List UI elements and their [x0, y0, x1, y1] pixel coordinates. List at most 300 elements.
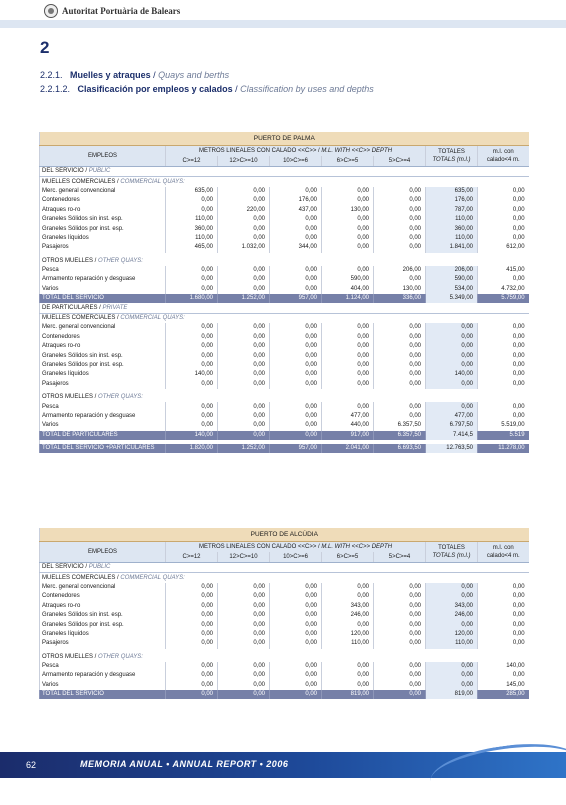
table-cell: 0,00: [166, 602, 218, 611]
table-cell: 0,00: [270, 370, 322, 379]
total-cell: 11.278,00: [478, 444, 529, 453]
subsection-number: 2.2.1.2.: [40, 84, 71, 94]
col-header-metros-en: M.L. WITH <<C>> DEPTH: [321, 148, 393, 154]
table-cell: 0,00: [218, 196, 270, 205]
group-commercial-alcudia: [40, 573, 529, 583]
table-cell: 0,00: [218, 602, 270, 611]
table-cell: 0,00: [426, 323, 478, 332]
total-cell: 5.519: [478, 431, 529, 440]
table-cell: 0,00: [478, 630, 529, 639]
row-label: Graneles Sólidos por inst. esp.: [40, 224, 166, 233]
table-row: [40, 323, 529, 332]
table-cell: 0,00: [218, 681, 270, 690]
total-cell: 7.414,5: [426, 431, 478, 440]
subsection-title-en: Classification by uses and depths: [240, 84, 374, 94]
table-cell: 0,00: [166, 611, 218, 620]
table-cell: 140,00: [478, 662, 529, 671]
table-cell: 0,00: [322, 243, 374, 252]
table-cell: 0,00: [374, 243, 426, 252]
table-cell: 0,00: [322, 224, 374, 233]
table-cell: 0,00: [426, 333, 478, 342]
total-cell: 1.820,00: [166, 444, 218, 453]
table-cell: 140,00: [166, 370, 218, 379]
table-cell: 0,00: [426, 681, 478, 690]
total-cell: 0,00: [374, 690, 426, 699]
total-cell: 6.693,50: [374, 444, 426, 453]
group-commercial-alcudia-es: MUELLES COMERCIALES /: [42, 574, 119, 581]
table-cell: 360,00: [166, 224, 218, 233]
table-row: [40, 380, 529, 389]
table-cell: 0,00: [270, 266, 322, 275]
table-cell: 0,00: [270, 592, 322, 601]
table-cell: 0,00: [374, 206, 426, 215]
group-other-es: OTROS MUELLES /: [42, 257, 97, 264]
table-cell: 0,00: [478, 620, 529, 629]
row-label: Merc. general convencional: [40, 323, 166, 332]
total-cell: 957,00: [270, 294, 322, 303]
table-cell: 0,00: [270, 215, 322, 224]
col-header-totales: [426, 542, 478, 563]
table-cell: 0,00: [478, 323, 529, 332]
table-cell: 0,00: [478, 611, 529, 620]
table-cell: 0,00: [218, 639, 270, 648]
subsection-separator: /: [235, 84, 238, 94]
table-cell: 0,00: [270, 662, 322, 671]
table-cell: 206,00: [426, 266, 478, 275]
table-cell: 0,00: [478, 206, 529, 215]
table-row: [40, 671, 529, 680]
total-cell: 1.252,00: [218, 294, 270, 303]
subsection-title: Clasificación por empleos y calados: [77, 84, 233, 94]
col-header-ml: [478, 542, 529, 563]
table-cell: 0,00: [322, 323, 374, 332]
table-cell: 0,00: [270, 187, 322, 196]
group-commercial-alcudia-en: COMMERCIAL QUAYS:: [120, 574, 185, 581]
table-cell: 0,00: [166, 361, 218, 370]
row-label: Pasajeros: [40, 380, 166, 389]
table-cell: 590,00: [426, 275, 478, 284]
table-cell: 0,00: [374, 681, 426, 690]
table-row: [40, 421, 529, 430]
table-cell: 0,00: [218, 351, 270, 360]
table-cell: 0,00: [166, 630, 218, 639]
table-cell: 0,00: [166, 412, 218, 421]
table-cell: 0,00: [322, 402, 374, 411]
table-cell: 176,00: [270, 196, 322, 205]
col-header-totales-en: TOTALS (m.l.): [432, 553, 471, 559]
table-cell: 0,00: [478, 342, 529, 351]
total-cell: 1.252,00: [218, 444, 270, 453]
table-cell: 0,00: [218, 412, 270, 421]
table-row: [40, 234, 529, 243]
table-cell: 0,00: [166, 639, 218, 648]
table-row: [40, 215, 529, 224]
table-cell: 0,00: [270, 323, 322, 332]
total-row: [40, 431, 529, 440]
row-label: Contenedores: [40, 196, 166, 205]
table-cell: 0,00: [374, 361, 426, 370]
row-label: Graneles líquidos: [40, 234, 166, 243]
table-cell: 0,00: [478, 402, 529, 411]
total-cell: 336,00: [374, 294, 426, 303]
group-commercial-es: MUELLES COMERCIALES /: [42, 178, 119, 185]
table-cell: 0,00: [166, 196, 218, 205]
table-cell: 130,00: [322, 206, 374, 215]
row-label: Graneles Sólidos por inst. esp.: [40, 361, 166, 370]
row-label: Graneles líquidos: [40, 630, 166, 639]
total-cell: 5.759,00: [478, 294, 529, 303]
table-cell: 0,00: [218, 380, 270, 389]
table-cell: 0,00: [426, 361, 478, 370]
table-cell: 0,00: [478, 196, 529, 205]
table-cell: 0,00: [478, 187, 529, 196]
total-cell: 2.041,00: [322, 444, 374, 453]
col-header-ml-line2: calado<4 m.: [486, 157, 520, 163]
row-label: Merc. general convencional: [40, 187, 166, 196]
alcudia-table: [39, 528, 529, 699]
table-row: [40, 361, 529, 370]
table-cell: 0,00: [270, 402, 322, 411]
table-cell: 612,00: [478, 243, 529, 252]
row-label: Graneles Sólidos sin inst. esp.: [40, 215, 166, 224]
section-public-en: PUBLIC: [88, 168, 111, 175]
table-row: [40, 187, 529, 196]
table-row: [40, 342, 529, 351]
col-header-ml: [478, 146, 529, 167]
table-cell: 0,00: [478, 333, 529, 342]
table-cell: 787,00: [426, 206, 478, 215]
table-cell: 246,00: [322, 611, 374, 620]
table-cell: 0,00: [426, 583, 478, 592]
col-header-c1: C>=12: [166, 552, 218, 563]
row-label: Varios: [40, 421, 166, 430]
row-label: Contenedores: [40, 592, 166, 601]
table-cell: 0,00: [270, 602, 322, 611]
total-cell: 6.357,50: [374, 431, 426, 440]
table-cell: 145,00: [478, 681, 529, 690]
table-cell: 0,00: [322, 370, 374, 379]
table-row: [40, 583, 529, 592]
table-cell: 0,00: [374, 583, 426, 592]
table-cell: 0,00: [218, 421, 270, 430]
table-cell: 0,00: [218, 671, 270, 680]
table-cell: 0,00: [322, 620, 374, 629]
col-header-c3: 10>C>=6: [270, 552, 322, 563]
table-cell: 1.841,00: [426, 243, 478, 252]
table-cell: 0,00: [426, 592, 478, 601]
table-cell: 0,00: [478, 602, 529, 611]
row-label: Pasajeros: [40, 639, 166, 648]
group-other-alcudia: [40, 653, 529, 662]
table-cell: 0,00: [270, 333, 322, 342]
table-cell: 0,00: [322, 234, 374, 243]
total-cell: 819,00: [322, 690, 374, 699]
total-cell: 957,00: [270, 444, 322, 453]
group-other-alcudia-es: OTROS MUELLES /: [42, 653, 97, 660]
table-cell: 0,00: [374, 196, 426, 205]
table-cell: 0,00: [478, 370, 529, 379]
row-label: Varios: [40, 681, 166, 690]
table-row: [40, 630, 529, 639]
table-cell: 0,00: [374, 215, 426, 224]
table-cell: 0,00: [166, 592, 218, 601]
table-cell: 0,00: [426, 620, 478, 629]
section-private-en: PRIVATE: [102, 304, 128, 311]
table-cell: 0,00: [478, 351, 529, 360]
row-label: Armamento reparación y desguase: [40, 412, 166, 421]
total-label: TOTAL DEL SERVICIO: [40, 294, 166, 303]
table-cell: 0,00: [478, 224, 529, 233]
row-label: Pesca: [40, 662, 166, 671]
total-cell: 917,00: [322, 431, 374, 440]
table-row: [40, 402, 529, 411]
section-private: [40, 303, 529, 313]
group-other-alcudia-en: OTHER QUAYS:: [98, 653, 143, 660]
table-row: [40, 351, 529, 360]
table-cell: 0,00: [374, 342, 426, 351]
total-row: [40, 294, 529, 303]
table-cell: 0,00: [374, 412, 426, 421]
table-cell: 0,00: [374, 224, 426, 233]
table-cell: 0,00: [270, 412, 322, 421]
table-cell: 0,00: [374, 611, 426, 620]
table-cell: 440,00: [322, 421, 374, 430]
total-cell: 0,00: [218, 690, 270, 699]
col-header-metros-es: METROS LINEALES CON CALADO <<C>> /: [198, 544, 320, 550]
table-cell: 0,00: [166, 421, 218, 430]
table-cell: 176,00: [426, 196, 478, 205]
header-band: [0, 20, 566, 28]
total-label: TOTAL DEL SERVICIO +PARTICULARES: [40, 444, 166, 453]
table-cell: 0,00: [374, 275, 426, 284]
table-cell: 0,00: [166, 266, 218, 275]
table-cell: 0,00: [270, 361, 322, 370]
col-header-empleos: EMPLEOS: [40, 542, 166, 563]
table-cell: 6.357,50: [374, 421, 426, 430]
table-row: [40, 620, 529, 629]
table-cell: 0,00: [218, 611, 270, 620]
table-row: [40, 412, 529, 421]
table-cell: 0,00: [270, 380, 322, 389]
table-cell: 344,00: [270, 243, 322, 252]
section-public-alcudia: [40, 563, 529, 573]
table-cell: 0,00: [218, 333, 270, 342]
col-header-c2: 12>C>=10: [218, 552, 270, 563]
table-cell: 0,00: [218, 630, 270, 639]
table-cell: 0,00: [218, 266, 270, 275]
table-cell: 465,00: [166, 243, 218, 252]
page-number: 62: [26, 760, 37, 770]
table-cell: 120,00: [322, 630, 374, 639]
table-cell: 0,00: [270, 583, 322, 592]
table-cell: 0,00: [374, 402, 426, 411]
page-header: [0, 0, 566, 30]
section-public: [40, 167, 529, 177]
table-cell: 0,00: [322, 583, 374, 592]
table-row: [40, 639, 529, 648]
col-header-ml-line1: m.l. con: [492, 149, 514, 155]
table-cell: 110,00: [322, 639, 374, 648]
table-row: [40, 224, 529, 233]
chapter-number: 2: [40, 38, 50, 57]
col-header-c5: 5>C>=4: [374, 552, 426, 563]
table-cell: 0,00: [374, 620, 426, 629]
table-cell: 0,00: [478, 412, 529, 421]
row-label: Graneles Sólidos sin inst. esp.: [40, 611, 166, 620]
table-cell: 0,00: [374, 592, 426, 601]
table-cell: 0,00: [166, 285, 218, 294]
organization-name: Autoritat Portuària de Balears: [62, 6, 181, 16]
table-cell: 0,00: [426, 351, 478, 360]
table-row: [40, 602, 529, 611]
total-cell: 285,00: [478, 690, 529, 699]
table-row: [40, 662, 529, 671]
col-header-totales-es: TOTALES: [438, 545, 465, 551]
table-cell: 0,00: [270, 671, 322, 680]
row-label: Armamento reparación y desguase: [40, 275, 166, 284]
table-cell: 0,00: [218, 285, 270, 294]
row-label: Pesca: [40, 402, 166, 411]
table-cell: 0,00: [270, 630, 322, 639]
total-cell: 12.763,50: [426, 444, 478, 453]
table-cell: 0,00: [478, 592, 529, 601]
col-header-empleos: EMPLEOS: [40, 146, 166, 167]
table-cell: 0,00: [166, 380, 218, 389]
section-number: 2.2.1.: [40, 70, 63, 80]
table-cell: 0,00: [270, 351, 322, 360]
table-cell: 6.797,50: [426, 421, 478, 430]
group-other: [40, 257, 529, 266]
total-cell: 140,00: [166, 431, 218, 440]
section-public-alcudia-en: PUBLIC: [88, 564, 111, 571]
table-cell: 0,00: [270, 421, 322, 430]
col-header-totales-es: TOTALES: [438, 149, 465, 155]
table-cell: 0,00: [166, 620, 218, 629]
table-row: [40, 611, 529, 620]
group-other-private-es: OTROS MUELLES /: [42, 394, 97, 401]
table-cell: 360,00: [426, 224, 478, 233]
table-row: [40, 333, 529, 342]
total-cell: 0,00: [270, 690, 322, 699]
col-header-ml-line2: calado<4 m.: [486, 553, 520, 559]
table-cell: 0,00: [322, 215, 374, 224]
row-label: Graneles Sólidos por inst. esp.: [40, 620, 166, 629]
total-cell: 1.680,00: [166, 294, 218, 303]
table-cell: 130,00: [374, 285, 426, 294]
col-header-c2: 12>C>=10: [218, 156, 270, 167]
footer-title: MEMORIA ANUAL • ANNUAL REPORT • 2006: [80, 759, 289, 769]
table-cell: 0,00: [322, 671, 374, 680]
subsection-heading: [40, 84, 374, 94]
group-commercial-en: COMMERCIAL QUAYS:: [120, 178, 185, 185]
row-label: Atraques ro-ro: [40, 342, 166, 351]
table-cell: 477,00: [322, 412, 374, 421]
table-cell: 0,00: [218, 370, 270, 379]
table-cell: 0,00: [426, 662, 478, 671]
section-separator: /: [153, 70, 156, 80]
table-row: [40, 206, 529, 215]
table-row: [40, 370, 529, 379]
table-cell: 635,00: [166, 187, 218, 196]
total-row: [40, 690, 529, 699]
row-label: Graneles Sólidos sin inst. esp.: [40, 351, 166, 360]
table-cell: 0,00: [322, 187, 374, 196]
group-commercial-private-es: MUELLES COMERCIALES /: [42, 315, 119, 322]
table-cell: 0,00: [218, 402, 270, 411]
table-row: [40, 266, 529, 275]
col-header-metros-en: M.L. WITH <<C>> DEPTH: [321, 544, 393, 550]
page-footer: [0, 742, 566, 800]
table-cell: 0,00: [322, 351, 374, 360]
table-cell: 0,00: [374, 323, 426, 332]
table-cell: 5.519,00: [478, 421, 529, 430]
table-cell: 0,00: [478, 234, 529, 243]
total-cell: 819,00: [426, 690, 478, 699]
col-header-totales: [426, 146, 478, 167]
table-cell: 0,00: [374, 351, 426, 360]
table-cell: 1.032,00: [218, 243, 270, 252]
table-cell: 0,00: [374, 333, 426, 342]
table-cell: 0,00: [218, 592, 270, 601]
col-header-ml-line1: m.l. con: [492, 545, 514, 551]
table-cell: 4.732,00: [478, 285, 529, 294]
footer-swoosh-decoration: [427, 736, 566, 805]
total-cell: 0,00: [270, 431, 322, 440]
col-header-metros: [166, 146, 426, 157]
table-cell: 343,00: [426, 602, 478, 611]
table-cell: 246,00: [426, 611, 478, 620]
port-authority-logo-icon: [44, 4, 58, 18]
table-cell: 0,00: [322, 592, 374, 601]
table-cell: 0,00: [270, 681, 322, 690]
table-cell: 0,00: [166, 206, 218, 215]
table-cell: 0,00: [218, 583, 270, 592]
table-row: [40, 196, 529, 205]
table-cell: 477,00: [426, 412, 478, 421]
table-cell: 0,00: [426, 342, 478, 351]
table-cell: 0,00: [166, 351, 218, 360]
table-cell: 590,00: [322, 275, 374, 284]
table-cell: 0,00: [270, 234, 322, 243]
table-cell: 0,00: [322, 361, 374, 370]
table-cell: 0,00: [218, 187, 270, 196]
table-cell: 0,00: [322, 333, 374, 342]
table-cell: 0,00: [426, 380, 478, 389]
table-cell: 0,00: [166, 275, 218, 284]
row-label: Pasajeros: [40, 243, 166, 252]
table-cell: 0,00: [322, 196, 374, 205]
row-label: Pesca: [40, 266, 166, 275]
table-cell: 0,00: [374, 630, 426, 639]
group-other-private-en: OTHER QUAYS:: [98, 394, 143, 401]
table-cell: 110,00: [166, 234, 218, 243]
section-public-alcudia-es: DEL SERVICIO /: [42, 564, 88, 571]
group-commercial: [40, 177, 529, 187]
col-header-c4: 6>C>=5: [322, 156, 374, 167]
table-cell: 0,00: [322, 662, 374, 671]
table-cell: 0,00: [218, 224, 270, 233]
table-cell: 0,00: [270, 639, 322, 648]
table-cell: 140,00: [426, 370, 478, 379]
table-cell: 0,00: [218, 323, 270, 332]
table-cell: 0,00: [374, 187, 426, 196]
col-header-totales-en: TOTALS (m.l.): [432, 157, 471, 163]
table-cell: 220,00: [218, 206, 270, 215]
table-cell: 0,00: [218, 662, 270, 671]
col-header-metros: [166, 542, 426, 553]
table-cell: 0,00: [478, 639, 529, 648]
table-cell: 0,00: [374, 671, 426, 680]
